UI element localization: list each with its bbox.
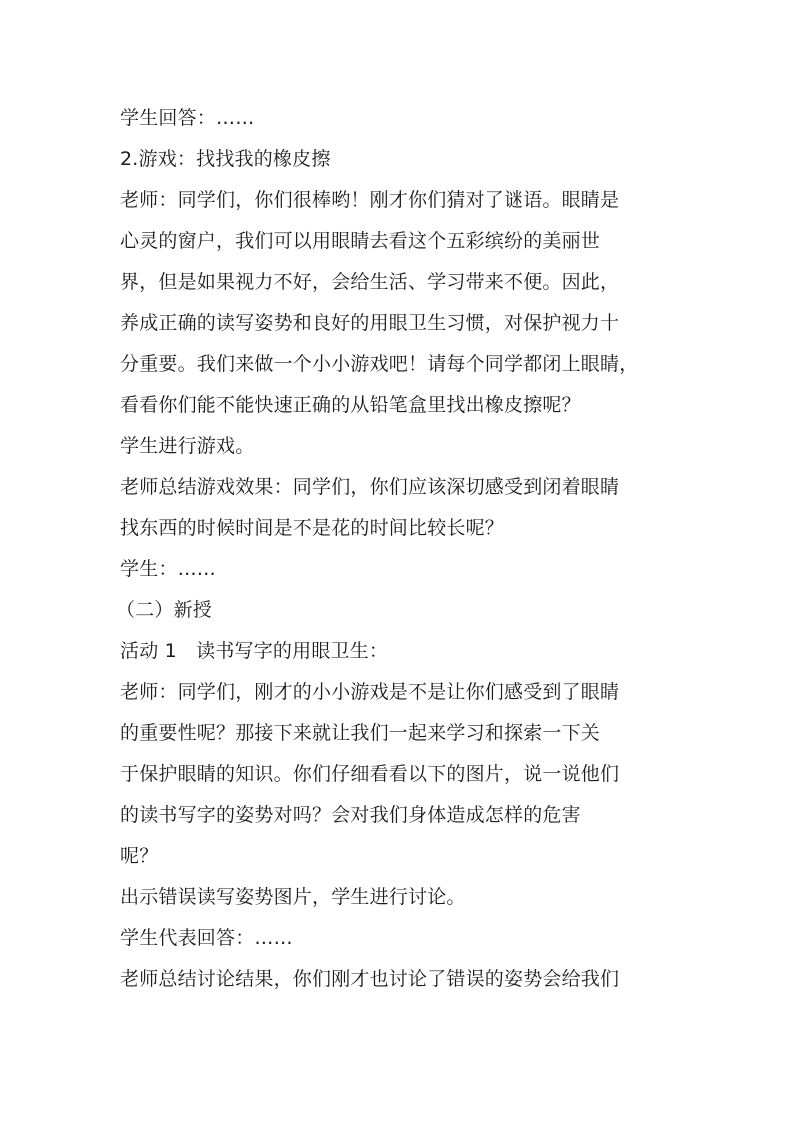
- section-heading: （二）新授: [116, 599, 213, 621]
- text-line: 学生：……: [120, 558, 217, 580]
- text-line: 学生代表回答：……: [120, 927, 293, 949]
- text-line: 界，但是如果视力不好，会给生活、学习带来不便。因此，: [120, 271, 620, 293]
- text-line: 学生进行游戏。: [120, 435, 255, 457]
- text-line: 老师：同学们，你们很棒哟！刚才你们猜对了谜语。眼睛是: [120, 189, 620, 211]
- text-line: 学生回答：……: [120, 107, 255, 129]
- text-line: 老师总结游戏效果：同学们，你们应该深切感受到闭着眼睛: [120, 476, 620, 498]
- text-line: 找东西的时候时间是不是花的时间比较长呢？: [120, 517, 505, 539]
- text-line: 出示错误读写姿势图片，学生进行讨论。: [120, 886, 466, 908]
- text-line: 呢？: [120, 845, 159, 867]
- text-line: 于保护眼睛的知识。你们仔细看看以下的图片，说一说他们: [120, 763, 620, 785]
- text-line: 看看你们能不能快速正确的从铅笔盒里找出橡皮擦呢？: [120, 394, 581, 416]
- activity-heading: 活动 1 读书写字的用眼卫生：: [120, 640, 389, 662]
- text-line: 分重要。我们来做一个小小游戏吧！请每个同学都闭上眼睛，: [120, 353, 639, 375]
- text-line: 心灵的窗户，我们可以用眼睛去看这个五彩缤纷的美丽世: [120, 230, 601, 252]
- text-line: 老师总结讨论结果，你们刚才也讨论了错误的姿势会给我们: [120, 968, 620, 990]
- text-line: 老师：同学们，刚才的小小游戏是不是让你们感受到了眼睛: [120, 681, 620, 703]
- text-line: 的重要性呢？那接下来就让我们一起来学习和探索一下关: [120, 722, 601, 744]
- section-heading: 2.游戏：找找我的橡皮擦: [120, 148, 331, 170]
- text-line: 的读书写字的姿势对吗？会对我们身体造成怎样的危害: [120, 804, 581, 826]
- text-line: 养成正确的读写姿势和良好的用眼卫生习惯，对保护视力十: [120, 312, 620, 334]
